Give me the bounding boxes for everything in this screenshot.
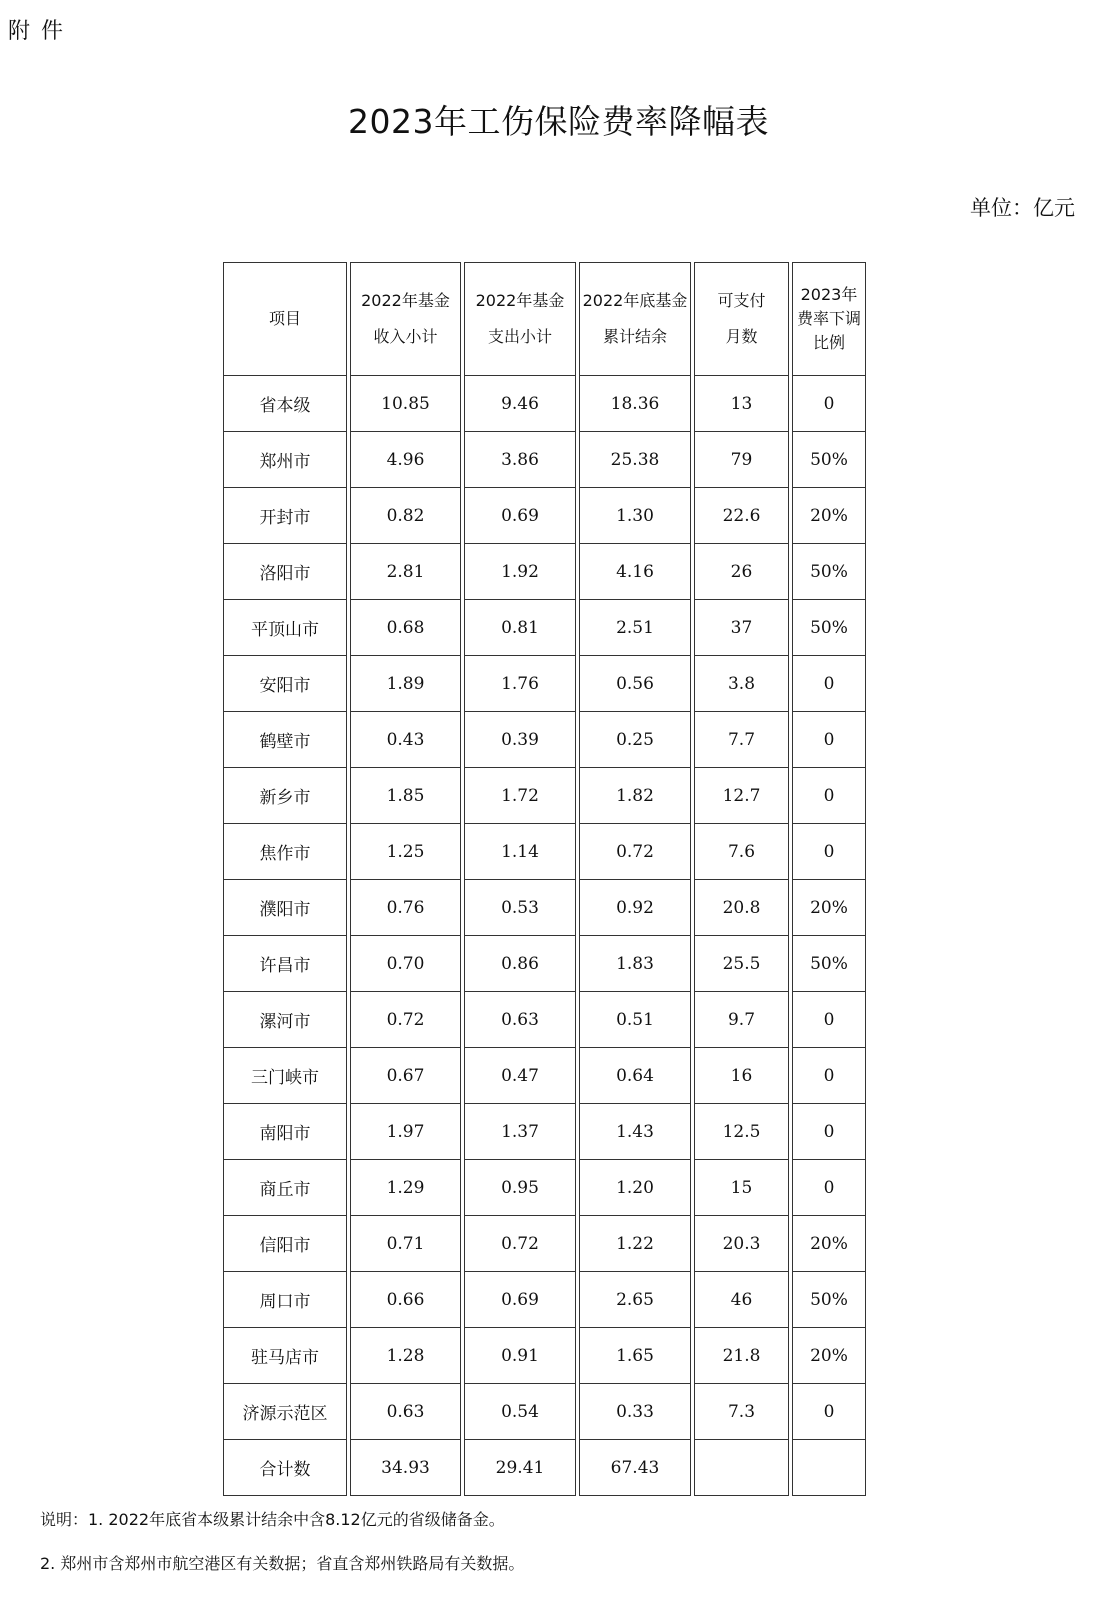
cell-name: 商丘市 [223, 1160, 347, 1216]
cell-name: 许昌市 [223, 936, 347, 992]
cell-income: 4.96 [350, 432, 461, 488]
table-row [223, 1048, 866, 1104]
cell-name: 济源示范区 [223, 1384, 347, 1440]
cell-income: 1.25 [350, 824, 461, 880]
table-row [223, 376, 866, 432]
header-rate [792, 262, 866, 376]
cell-income: 1.97 [350, 1104, 461, 1160]
attachment-label: 附 件 [8, 19, 65, 44]
table-row [223, 432, 866, 488]
header-income-line2: 收入小计 [373, 327, 438, 346]
cell-expense: 0.53 [464, 880, 576, 936]
cell-expense: 3.86 [464, 432, 576, 488]
cell-rate: 0 [792, 1384, 866, 1440]
header-months-line1: 可支付 [717, 291, 766, 310]
cell-months: 20.8 [694, 880, 789, 936]
cell-income: 0.43 [350, 712, 461, 768]
header-months-line2: 月数 [725, 327, 758, 346]
cell-name: 新乡市 [223, 768, 347, 824]
cell-rate: 20% [792, 488, 866, 544]
cell-months: 9.7 [694, 992, 789, 1048]
cell-rate: 0 [792, 1160, 866, 1216]
cell-rate: 20% [792, 1216, 866, 1272]
cell-balance: 2.51 [579, 600, 691, 656]
table-row [223, 1272, 866, 1328]
cell-name: 洛阳市 [223, 544, 347, 600]
cell-name: 濮阳市 [223, 880, 347, 936]
cell-expense: 1.37 [464, 1104, 576, 1160]
cell-income: 10.85 [350, 376, 461, 432]
cell-months: 15 [694, 1160, 789, 1216]
cell-months: 7.6 [694, 824, 789, 880]
cell-expense: 0.95 [464, 1160, 576, 1216]
header-income-line1: 2022年基金 [361, 291, 450, 310]
cell-income: 0.76 [350, 880, 461, 936]
cell-months [694, 1440, 789, 1496]
cell-months: 7.3 [694, 1384, 789, 1440]
cell-name: 焦作市 [223, 824, 347, 880]
cell-balance: 0.92 [579, 880, 691, 936]
cell-rate: 0 [792, 1048, 866, 1104]
cell-expense: 0.72 [464, 1216, 576, 1272]
cell-expense: 0.47 [464, 1048, 576, 1104]
cell-months: 13 [694, 376, 789, 432]
cell-name: 驻马店市 [223, 1328, 347, 1384]
notes [40, 1498, 524, 1586]
cell-expense: 0.54 [464, 1384, 576, 1440]
cell-balance: 1.83 [579, 936, 691, 992]
table-row [223, 992, 866, 1048]
cell-expense: 1.92 [464, 544, 576, 600]
cell-balance: 0.64 [579, 1048, 691, 1104]
cell-name: 周口市 [223, 1272, 347, 1328]
cell-rate: 20% [792, 1328, 866, 1384]
cell-balance: 25.38 [579, 432, 691, 488]
table-header-row [223, 262, 866, 376]
cell-income: 1.28 [350, 1328, 461, 1384]
cell-expense: 0.39 [464, 712, 576, 768]
cell-income: 0.70 [350, 936, 461, 992]
table-row [223, 1104, 866, 1160]
header-balance-line2: 累计结余 [602, 327, 667, 346]
cell-rate: 0 [792, 1104, 866, 1160]
table-row [223, 768, 866, 824]
cell-months: 12.7 [694, 768, 789, 824]
cell-expense: 1.76 [464, 656, 576, 712]
cell-rate: 50% [792, 544, 866, 600]
header-rate-line3: 比例 [812, 333, 845, 352]
cell-name: 安阳市 [223, 656, 347, 712]
header-rate-line1: 2023年 [800, 285, 858, 304]
cell-name: 南阳市 [223, 1104, 347, 1160]
table-row [223, 1440, 866, 1496]
cell-months: 46 [694, 1272, 789, 1328]
cell-balance: 4.16 [579, 544, 691, 600]
cell-months: 26 [694, 544, 789, 600]
cell-expense: 0.86 [464, 936, 576, 992]
cell-income: 34.93 [350, 1440, 461, 1496]
cell-name: 平顶山市 [223, 600, 347, 656]
table-row [223, 712, 866, 768]
cell-balance: 1.82 [579, 768, 691, 824]
note-line-1: 说明：1. 2022年底省本级累计结余中含8.12亿元的省级储备金。 [40, 1510, 505, 1529]
unit-label: 单位：亿元 [970, 196, 1075, 220]
header-expense [464, 262, 576, 376]
cell-income: 0.72 [350, 992, 461, 1048]
table-row [223, 656, 866, 712]
table-row [223, 1160, 866, 1216]
header-item: 项目 [223, 262, 347, 376]
header-income [350, 262, 461, 376]
cell-expense: 29.41 [464, 1440, 576, 1496]
cell-income: 0.68 [350, 600, 461, 656]
cell-rate: 0 [792, 376, 866, 432]
cell-rate: 50% [792, 600, 866, 656]
cell-expense: 1.14 [464, 824, 576, 880]
cell-name: 三门峡市 [223, 1048, 347, 1104]
cell-rate: 0 [792, 992, 866, 1048]
cell-expense: 0.91 [464, 1328, 576, 1384]
cell-expense: 0.81 [464, 600, 576, 656]
cell-months: 79 [694, 432, 789, 488]
cell-expense: 1.72 [464, 768, 576, 824]
table-row [223, 488, 866, 544]
cell-balance: 1.65 [579, 1328, 691, 1384]
cell-balance: 18.36 [579, 376, 691, 432]
cell-income: 1.85 [350, 768, 461, 824]
cell-months: 16 [694, 1048, 789, 1104]
table-row [223, 1384, 866, 1440]
cell-months: 25.5 [694, 936, 789, 992]
cell-balance: 0.25 [579, 712, 691, 768]
cell-balance: 2.65 [579, 1272, 691, 1328]
cell-balance: 0.56 [579, 656, 691, 712]
cell-expense: 9.46 [464, 376, 576, 432]
cell-income: 1.29 [350, 1160, 461, 1216]
cell-name: 开封市 [223, 488, 347, 544]
table-row [223, 824, 866, 880]
cell-balance: 0.72 [579, 824, 691, 880]
table-row [223, 880, 866, 936]
cell-balance: 1.22 [579, 1216, 691, 1272]
cell-balance: 1.20 [579, 1160, 691, 1216]
cell-months: 21.8 [694, 1328, 789, 1384]
cell-income: 0.67 [350, 1048, 461, 1104]
table-row [223, 1328, 866, 1384]
cell-balance: 0.51 [579, 992, 691, 1048]
cell-rate: 20% [792, 880, 866, 936]
cell-income: 0.63 [350, 1384, 461, 1440]
header-months [694, 262, 789, 376]
fee-rate-table [220, 262, 869, 1496]
cell-name: 漯河市 [223, 992, 347, 1048]
cell-income: 0.71 [350, 1216, 461, 1272]
cell-months: 3.8 [694, 656, 789, 712]
header-balance [579, 262, 691, 376]
cell-name: 鹤壁市 [223, 712, 347, 768]
header-expense-line1: 2022年基金 [475, 291, 565, 310]
cell-rate: 50% [792, 432, 866, 488]
cell-rate [792, 1440, 866, 1496]
cell-rate: 0 [792, 712, 866, 768]
cell-rate: 0 [792, 824, 866, 880]
page-title: 2023年工伤保险费率降幅表 [348, 102, 769, 141]
cell-rate: 50% [792, 936, 866, 992]
header-expense-line2: 支出小计 [487, 327, 552, 346]
cell-rate: 50% [792, 1272, 866, 1328]
cell-months: 37 [694, 600, 789, 656]
cell-expense: 0.63 [464, 992, 576, 1048]
cell-rate: 0 [792, 768, 866, 824]
cell-income: 0.82 [350, 488, 461, 544]
note-line-2: 2. 郑州市含郑州市航空港区有关数据；省直含郑州铁路局有关数据。 [40, 1554, 525, 1573]
cell-months: 12.5 [694, 1104, 789, 1160]
cell-income: 1.89 [350, 656, 461, 712]
cell-name: 郑州市 [223, 432, 347, 488]
table-row [223, 1216, 866, 1272]
cell-balance: 1.30 [579, 488, 691, 544]
cell-income: 0.66 [350, 1272, 461, 1328]
table-row [223, 600, 866, 656]
cell-name: 信阳市 [223, 1216, 347, 1272]
cell-name: 省本级 [223, 376, 347, 432]
table-row [223, 544, 866, 600]
cell-expense: 0.69 [464, 488, 576, 544]
cell-rate: 0 [792, 656, 866, 712]
cell-expense: 0.69 [464, 1272, 576, 1328]
header-balance-line1: 2022年底基金 [582, 291, 688, 310]
cell-months: 22.6 [694, 488, 789, 544]
cell-balance: 0.33 [579, 1384, 691, 1440]
cell-balance: 1.43 [579, 1104, 691, 1160]
cell-months: 20.3 [694, 1216, 789, 1272]
cell-income: 2.81 [350, 544, 461, 600]
cell-balance: 67.43 [579, 1440, 691, 1496]
header-rate-line2: 费率下调 [796, 309, 861, 328]
table-row [223, 936, 866, 992]
cell-name: 合计数 [223, 1440, 347, 1496]
cell-months: 7.7 [694, 712, 789, 768]
